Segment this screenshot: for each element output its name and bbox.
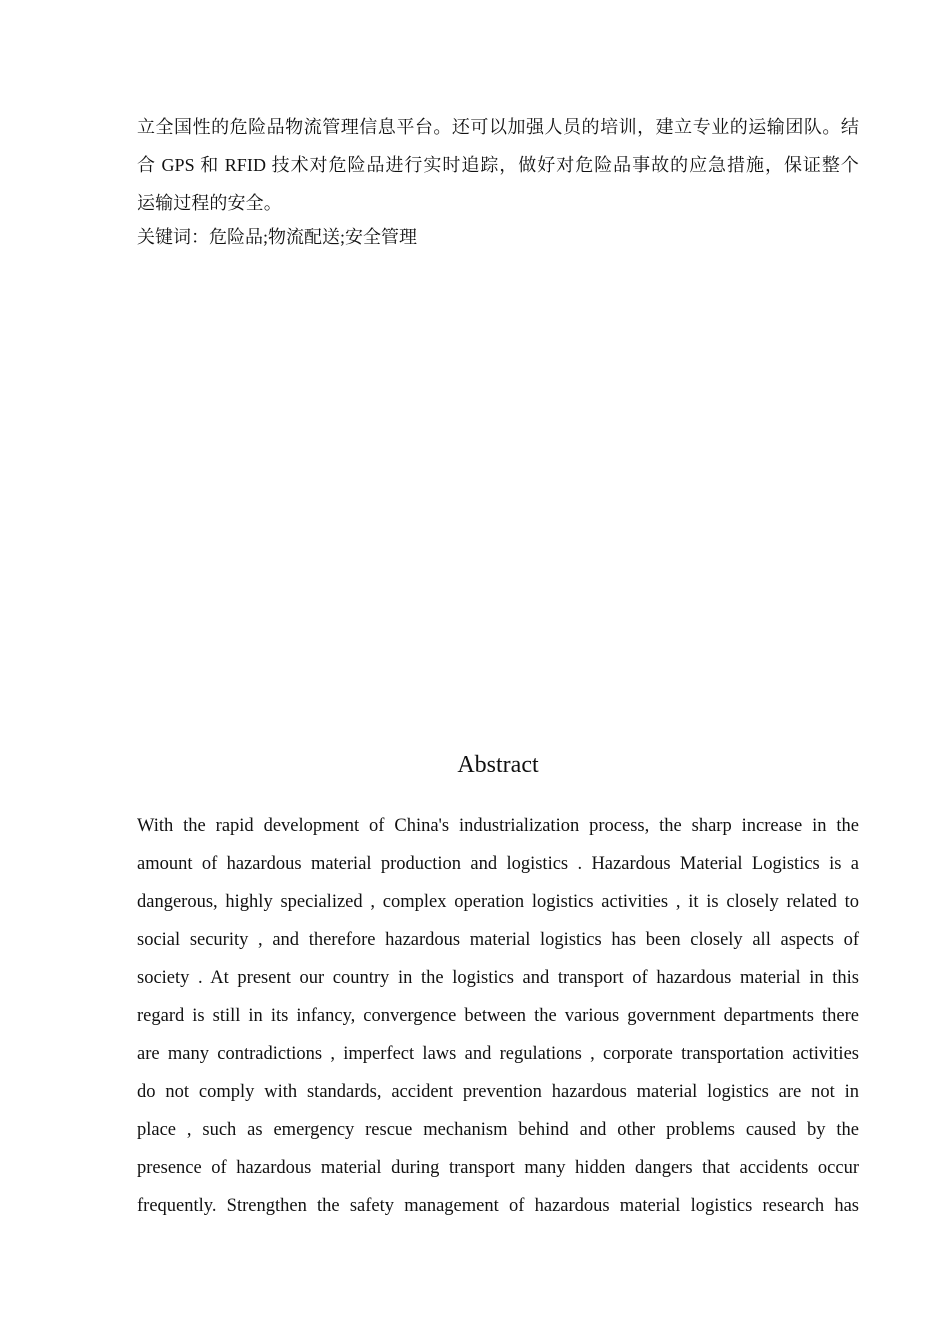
english-text-line: frequently. Strengthen the safety management of hazardous material logistics research has [137,1196,859,1216]
chinese-text-line: 合 GPS 和 RFID 技术对危险品进行实时追踪，做好对危险品事故的应急措施，保证整个 [137,155,859,175]
chinese-abstract-paragraph [137,108,859,222]
english-text-line: dangerous, highly specialized , complex operation logistics activities , it is closely related to [137,892,859,912]
english-text-line: regard is still in its infancy, convergence between the various government departments there [137,1006,859,1026]
english-text-line: society . At present our country in the logistics and transport of hazardous material in this [137,968,859,988]
english-text-line: do not comply with standards, accident prevention hazardous material logistics are not in [137,1082,859,1102]
english-abstract-paragraph [137,807,859,1225]
chinese-text-line: 运输过程的安全。 [137,193,282,213]
english-text-line: place , such as emergency rescue mechanism behind and other problems caused by the [137,1120,859,1140]
english-text-line: amount of hazardous material production and logistics . Hazardous Material Logistics is a [137,854,859,874]
english-text-line: presence of hazardous material during transport many hidden dangers that accidents occur [137,1158,859,1178]
english-text-line: With the rapid development of China's industrialization process, the sharp increase in the [137,816,859,836]
abstract-heading: Abstract [457,752,539,778]
english-text-line: social security , and therefore hazardous material logistics has been closely all aspects of [137,930,859,950]
chinese-text-line: 立全国性的危险品物流管理信息平台。还可以加强人员的培训，建立专业的运输团队。结 [137,117,859,137]
chinese-keywords: 关键词：危险品;物流配送;安全管理 [137,227,418,247]
english-text-line: are many contradictions , imperfect laws and regulations , corporate transportation activities [137,1044,859,1064]
